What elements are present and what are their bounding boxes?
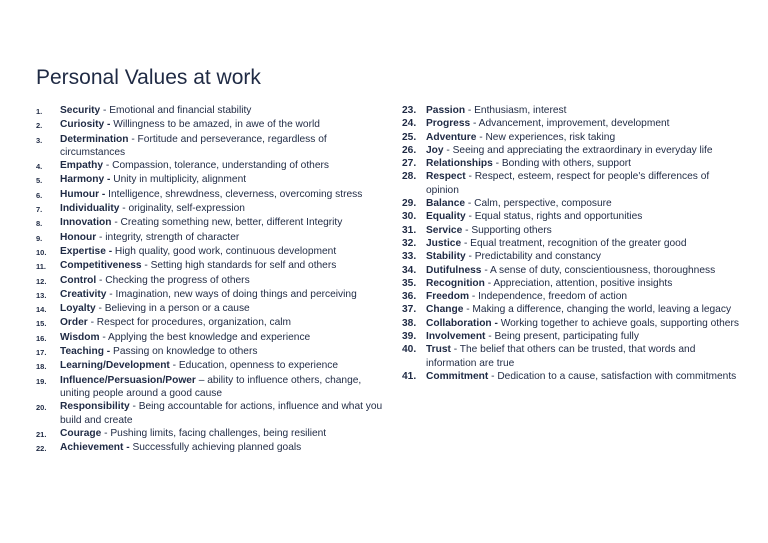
value-item bbox=[36, 231, 391, 245]
item-number: 12. bbox=[36, 276, 47, 286]
item-text bbox=[426, 343, 742, 370]
value-term: Individuality bbox=[60, 203, 120, 215]
value-item bbox=[36, 118, 391, 132]
item-number: 38. bbox=[402, 317, 417, 329]
item-text bbox=[426, 170, 742, 197]
value-term: Involvement bbox=[426, 331, 486, 343]
item-number: 30. bbox=[402, 211, 417, 223]
item-text bbox=[60, 288, 391, 301]
value-description: - Enthusiasm, interest bbox=[465, 105, 567, 116]
value-description: - Advancement, improvement, development bbox=[470, 118, 670, 130]
value-item bbox=[402, 210, 742, 223]
value-description: - Education, openness to experience bbox=[169, 360, 339, 372]
value-item bbox=[402, 343, 742, 370]
item-number: 11. bbox=[36, 262, 47, 272]
value-description: Willingness to be amazed, in awe of the world bbox=[110, 119, 320, 131]
value-description: - Emotional and financial stability bbox=[100, 105, 252, 116]
value-term: Competitiveness bbox=[60, 260, 142, 272]
value-item bbox=[36, 331, 391, 345]
item-text bbox=[426, 144, 742, 157]
value-item bbox=[402, 117, 742, 130]
value-description: - Respect, esteem, respect for people's differences of opinion bbox=[426, 171, 710, 196]
item-text bbox=[60, 133, 391, 160]
value-term: Passion bbox=[426, 105, 466, 116]
item-number: 17. bbox=[36, 348, 47, 358]
value-item bbox=[402, 250, 742, 263]
value-description: – ability to influence others, change, uniting people around a good cause bbox=[60, 374, 362, 399]
value-description: - A sense of duty, conscientiousness, thoroughness bbox=[481, 264, 716, 276]
value-term: Change bbox=[426, 304, 464, 316]
values-list-right bbox=[402, 104, 742, 383]
value-item bbox=[36, 188, 391, 202]
value-description: - Independence, freedom of action bbox=[469, 291, 628, 303]
item-number: 21. bbox=[36, 429, 47, 439]
item-number: 2. bbox=[36, 121, 43, 131]
item-text bbox=[60, 316, 391, 329]
item-text bbox=[426, 104, 742, 117]
item-text bbox=[60, 245, 391, 258]
value-description: - Making a difference, changing the world, leaving a legacy bbox=[463, 304, 732, 316]
item-text bbox=[60, 274, 391, 287]
value-description: - Pushing limits, facing challenges, being resilient bbox=[101, 427, 327, 439]
value-item bbox=[36, 427, 391, 441]
value-term: Respect bbox=[426, 171, 466, 183]
value-term: Determination bbox=[60, 133, 129, 145]
value-item bbox=[36, 288, 391, 302]
item-number: 40. bbox=[402, 344, 417, 356]
value-term: Security bbox=[60, 105, 101, 116]
value-description: - Supporting others bbox=[462, 224, 552, 236]
value-term: Innovation bbox=[60, 217, 112, 229]
value-description: - Being present, participating fully bbox=[485, 331, 639, 343]
value-item bbox=[402, 330, 742, 343]
value-term: Justice bbox=[426, 237, 462, 249]
value-item bbox=[402, 224, 742, 237]
value-item bbox=[402, 303, 742, 316]
value-description: - Respect for procedures, organization, calm bbox=[87, 317, 292, 329]
value-item bbox=[36, 216, 391, 230]
item-number: 25. bbox=[402, 131, 417, 143]
item-text bbox=[60, 345, 391, 358]
item-number: 32. bbox=[402, 237, 417, 249]
value-term: Wisdom bbox=[60, 331, 100, 343]
value-item bbox=[36, 159, 391, 173]
item-text bbox=[60, 259, 391, 272]
value-item bbox=[36, 359, 391, 373]
item-text bbox=[60, 400, 391, 427]
item-text bbox=[426, 277, 742, 290]
item-text bbox=[60, 441, 391, 454]
value-item bbox=[36, 202, 391, 216]
item-text bbox=[60, 302, 391, 315]
item-text bbox=[426, 264, 742, 277]
item-number: 5. bbox=[36, 176, 43, 186]
value-term: Learning/Development bbox=[60, 360, 170, 372]
value-item bbox=[402, 170, 742, 197]
value-description: Intelligence, shrewdness, cleverness, overcoming stress bbox=[105, 188, 363, 200]
value-description: - Appreciation, attention, positive insights bbox=[484, 277, 673, 289]
value-item bbox=[402, 370, 742, 383]
value-item bbox=[36, 104, 391, 118]
item-text bbox=[426, 303, 742, 316]
value-description: Unity in multiplicity, alignment bbox=[110, 174, 247, 186]
value-term: Humour - bbox=[60, 188, 106, 200]
item-text bbox=[426, 157, 742, 170]
item-number: 9. bbox=[36, 233, 43, 243]
page-title: Personal Values at work bbox=[36, 66, 261, 89]
value-item bbox=[36, 441, 391, 455]
value-description: - Fortitude and perseverance, regardless of circumstances bbox=[60, 133, 327, 158]
item-text bbox=[426, 317, 742, 330]
item-text bbox=[426, 250, 742, 263]
value-term: Balance bbox=[426, 198, 466, 210]
item-text bbox=[60, 331, 391, 344]
value-item bbox=[402, 277, 742, 290]
value-item bbox=[36, 133, 391, 160]
value-description: - integrity, strength of character bbox=[96, 231, 240, 243]
item-number: 13. bbox=[36, 290, 47, 300]
value-item bbox=[36, 259, 391, 273]
item-text bbox=[426, 197, 742, 210]
item-number: 18. bbox=[36, 362, 47, 372]
value-item bbox=[402, 144, 742, 157]
item-number: 4. bbox=[36, 162, 43, 172]
value-term: Commitment bbox=[426, 370, 489, 382]
item-number: 37. bbox=[402, 304, 417, 316]
item-text bbox=[60, 231, 391, 244]
value-term: Empathy bbox=[60, 160, 104, 172]
value-item bbox=[402, 317, 742, 330]
item-number: 1. bbox=[36, 107, 43, 116]
item-number: 19. bbox=[36, 376, 47, 386]
item-text bbox=[60, 159, 391, 172]
value-term: Order bbox=[60, 317, 88, 329]
item-text bbox=[426, 131, 742, 144]
item-text bbox=[60, 188, 391, 201]
item-number: 27. bbox=[402, 158, 417, 170]
value-term: Creativity bbox=[60, 288, 107, 300]
item-number: 23. bbox=[402, 105, 417, 116]
value-term: Freedom bbox=[426, 291, 470, 303]
value-item bbox=[36, 302, 391, 316]
item-text bbox=[426, 210, 742, 223]
value-item bbox=[402, 131, 742, 144]
value-description: Working together to achieve goals, supporting others bbox=[497, 317, 739, 329]
item-text bbox=[60, 104, 391, 117]
value-term: Courage bbox=[60, 427, 102, 439]
item-number: 34. bbox=[402, 264, 417, 276]
item-text bbox=[426, 330, 742, 343]
item-number: 7. bbox=[36, 205, 43, 215]
value-description: - Being accountable for actions, influence and what you build and create bbox=[60, 401, 383, 426]
value-term: Collaboration - bbox=[426, 317, 498, 329]
item-number: 31. bbox=[402, 224, 417, 236]
value-term: Joy bbox=[426, 144, 444, 156]
value-item bbox=[402, 157, 742, 170]
value-term: Progress bbox=[426, 118, 471, 130]
value-description: High quality, good work, continuous development bbox=[112, 245, 337, 257]
value-term: Expertise - bbox=[60, 245, 113, 257]
value-item bbox=[402, 197, 742, 210]
value-item bbox=[402, 104, 742, 117]
value-item bbox=[36, 316, 391, 330]
item-number: 28. bbox=[402, 171, 417, 183]
value-description: Passing on knowledge to others bbox=[110, 346, 258, 358]
item-text bbox=[60, 374, 391, 401]
value-description: - New experiences, risk taking bbox=[476, 131, 616, 143]
value-term: Influence/Persuasion/Power bbox=[60, 374, 196, 386]
item-text bbox=[426, 370, 742, 383]
value-description: - Calm, perspective, composure bbox=[465, 198, 612, 210]
value-description: - Dedication to a cause, satisfaction with commitments bbox=[488, 370, 737, 382]
item-text bbox=[426, 224, 742, 237]
value-term: Stability bbox=[426, 251, 466, 263]
value-term: Equality bbox=[426, 211, 466, 223]
value-description: - The belief that others can be trusted, that words and information are true bbox=[426, 344, 696, 369]
item-number: 14. bbox=[36, 305, 47, 315]
item-text bbox=[60, 216, 391, 229]
item-text bbox=[426, 117, 742, 130]
value-description: - Applying the best knowledge and experience bbox=[99, 331, 311, 343]
item-number: 39. bbox=[402, 331, 417, 343]
item-number: 10. bbox=[36, 247, 47, 257]
value-item bbox=[36, 345, 391, 359]
value-term: Recognition bbox=[426, 277, 485, 289]
item-number: 16. bbox=[36, 333, 47, 343]
value-description: Successfully achieving planned goals bbox=[129, 442, 302, 454]
value-term: Dutifulness bbox=[426, 264, 482, 276]
item-number: 35. bbox=[402, 277, 417, 289]
values-list-left bbox=[36, 104, 391, 455]
item-number: 41. bbox=[402, 370, 417, 382]
value-item bbox=[402, 237, 742, 250]
item-number: 15. bbox=[36, 319, 47, 329]
item-number: 36. bbox=[402, 291, 417, 303]
value-term: Responsibility bbox=[60, 401, 130, 413]
item-number: 29. bbox=[402, 198, 417, 210]
item-number: 22. bbox=[36, 444, 47, 454]
item-number: 6. bbox=[36, 190, 43, 200]
item-text bbox=[60, 202, 391, 215]
value-description: - Setting high standards for self and others bbox=[141, 260, 337, 272]
item-number: 3. bbox=[36, 135, 43, 145]
value-term: Adventure bbox=[426, 131, 477, 143]
value-description: - Creating something new, better, different Integrity bbox=[111, 217, 343, 229]
value-item bbox=[36, 274, 391, 288]
item-number: 20. bbox=[36, 403, 47, 413]
value-description: - Compassion, tolerance, understanding of others bbox=[103, 160, 329, 172]
item-text bbox=[60, 427, 391, 440]
item-text bbox=[60, 359, 391, 372]
value-description: - Predictability and constancy bbox=[465, 251, 601, 263]
item-text bbox=[426, 237, 742, 250]
value-term: Relationships bbox=[426, 158, 493, 170]
item-number: 8. bbox=[36, 219, 43, 229]
value-term: Teaching - bbox=[60, 346, 111, 358]
value-item bbox=[36, 400, 391, 427]
value-term: Honour bbox=[60, 231, 97, 243]
item-text bbox=[426, 290, 742, 303]
value-term: Trust bbox=[426, 344, 451, 356]
value-description: - originality, self-expression bbox=[119, 203, 245, 215]
value-description: - Equal treatment, recognition of the greater good bbox=[461, 237, 687, 249]
item-number: 26. bbox=[402, 144, 417, 156]
value-description: - Believing in a person or a cause bbox=[95, 303, 250, 315]
value-description: - Bonding with others, support bbox=[492, 158, 631, 170]
value-term: Loyalty bbox=[60, 303, 96, 315]
value-description: - Seeing and appreciating the extraordinary in everyday life bbox=[443, 144, 713, 156]
value-item bbox=[402, 264, 742, 277]
value-term: Control bbox=[60, 274, 97, 286]
value-term: Achievement - bbox=[60, 442, 130, 454]
value-description: - Checking the progress of others bbox=[96, 274, 250, 286]
item-number: 24. bbox=[402, 118, 417, 130]
value-item bbox=[402, 290, 742, 303]
value-term: Harmony - bbox=[60, 174, 111, 186]
item-text bbox=[60, 118, 391, 131]
item-text bbox=[60, 173, 391, 186]
item-number: 33. bbox=[402, 251, 417, 263]
value-item bbox=[36, 173, 391, 187]
value-item bbox=[36, 245, 391, 259]
value-description: - Imagination, new ways of doing things and perceiving bbox=[106, 288, 357, 300]
value-term: Service bbox=[426, 224, 463, 236]
value-item bbox=[36, 374, 391, 401]
value-description: - Equal status, rights and opportunities bbox=[465, 211, 643, 223]
value-term: Curiosity - bbox=[60, 119, 111, 131]
